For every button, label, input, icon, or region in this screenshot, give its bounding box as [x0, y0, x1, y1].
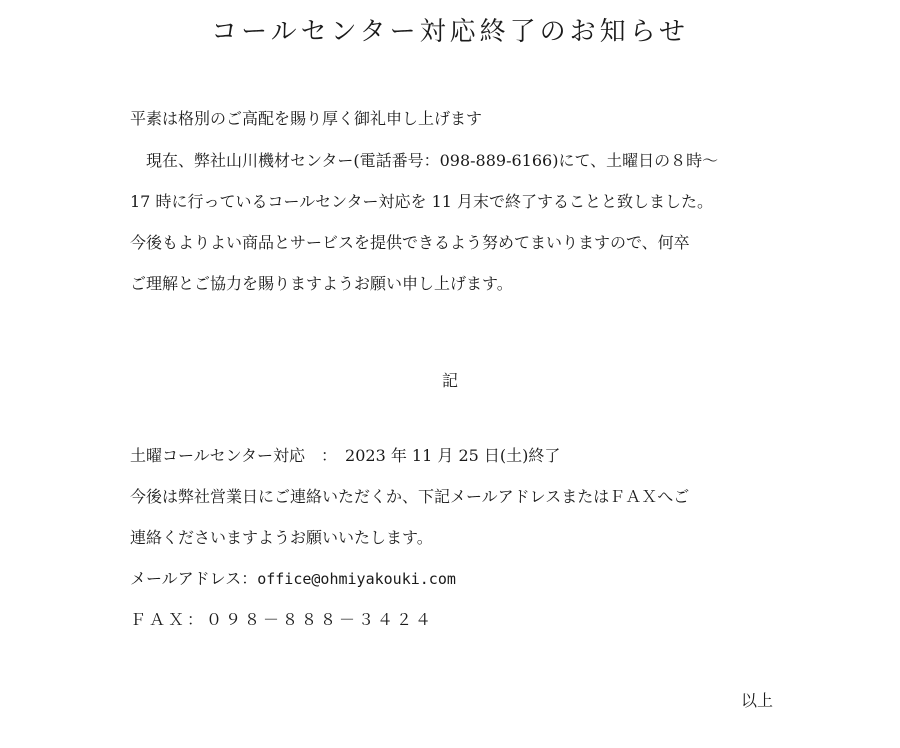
closing-text: 以上: [740, 691, 773, 710]
body-line-4: ご理解とご協力を賜りますようお願い申し上げます。: [130, 274, 513, 293]
end-date-line: 土曜コールセンター対応 ： 2023 年 11 月 25 日(土)終了: [130, 446, 561, 465]
contact-line-2: 連絡くださいますようお願いいたします。: [130, 528, 433, 547]
email-label: メールアドレス：: [130, 569, 258, 588]
email-address: office@ohmiyakouki.com: [257, 570, 456, 588]
fax-label: ＦＡＸ：: [130, 610, 207, 629]
contact-line-1: 今後は弊社営業日にご連絡いただくか、下記メールアドレスまたはＦＡＸへご: [130, 487, 690, 506]
ki-heading: 記: [441, 371, 458, 390]
fax-row: [130, 609, 434, 631]
fax-number: ０９８－８８８－３４２４: [206, 610, 435, 629]
greeting-line: 平素は格別のご高配を賜り厚く御礼申し上げます: [130, 109, 483, 128]
body-line-3: 今後もよりよい商品とサービスを提供できるよう努めてまいりますので、何卒: [130, 233, 690, 252]
body-line-2: 17 時に行っているコールセンター対応を 11 月末で終了することと致しました。: [130, 192, 714, 211]
email-row: [130, 568, 456, 590]
body-line-1: 現在、弊社山川機材センター(電話番号：098-889-6166)にて、土曜日の８時～: [130, 151, 719, 170]
page-title: コールセンター対応終了のお知らせ: [211, 17, 689, 47]
